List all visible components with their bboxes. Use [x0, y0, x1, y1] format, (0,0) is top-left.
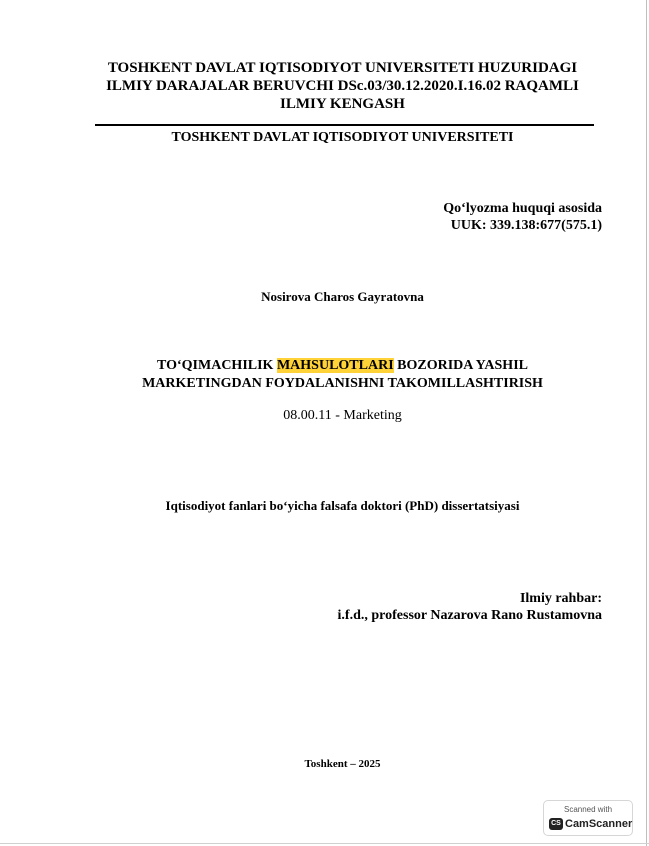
thesis-title-line-2: MARKETINGDAN FOYDALANISHNI TAKOMILLASHTIRISH	[142, 376, 543, 391]
council-line-1: TOSHKENT DAVLAT IQTISODIYOT UNIVERSITETI HUZURIDAGI	[107, 60, 578, 76]
supervisor-name: i.f.d., professor Nazarova Rano Rustamovna	[337, 608, 602, 623]
scanner-caption: Scanned with	[563, 805, 613, 814]
author-name: Nosirova Charos Gayratovna	[261, 289, 424, 304]
degree-line: Iqtisodiyot fanlari bo‘yicha falsafa doktori (PhD) dissertatsiyasi	[165, 498, 520, 513]
udc-code: UUK: 339.138:677(575.1)	[450, 218, 602, 233]
scanner-name: CamScanner	[565, 818, 633, 830]
thesis-title	[40, 357, 645, 393]
supervisor-block	[338, 590, 602, 624]
supervisor-label: Ilmiy rahbar:	[519, 591, 602, 606]
scientific-council-heading	[60, 59, 625, 113]
rights-note: Qo‘lyozma huquqi asosida	[443, 201, 602, 216]
place-year: Toshkent – 2025	[304, 758, 381, 770]
university-name: TOSHKENT DAVLAT IQTISODIYOT UNIVERSITETI	[171, 130, 514, 145]
header-divider	[95, 124, 594, 126]
highlighted-word: MAHSULOTLARI	[276, 358, 394, 373]
manuscript-block	[443, 200, 602, 234]
specialty-code: 08.00.11 - Marketing	[283, 408, 402, 423]
thesis-title-line-1	[40, 357, 645, 375]
page-edge-bottom	[0, 843, 649, 844]
council-line-2: ILMIY DARAJALAR BERUVCHI DSc.03/30.12.2020.I.16.02 RAQAMLI	[106, 78, 579, 94]
camscanner-logo-icon: CS	[549, 818, 563, 830]
title-text-after: BOZORIDA YASHIL	[393, 358, 528, 373]
page-edge-right	[646, 0, 647, 846]
title-text-before: TO‘QIMACHILIK	[157, 358, 277, 373]
camscanner-watermark	[543, 800, 633, 836]
council-line-3: ILMIY KENGASH	[280, 96, 405, 112]
